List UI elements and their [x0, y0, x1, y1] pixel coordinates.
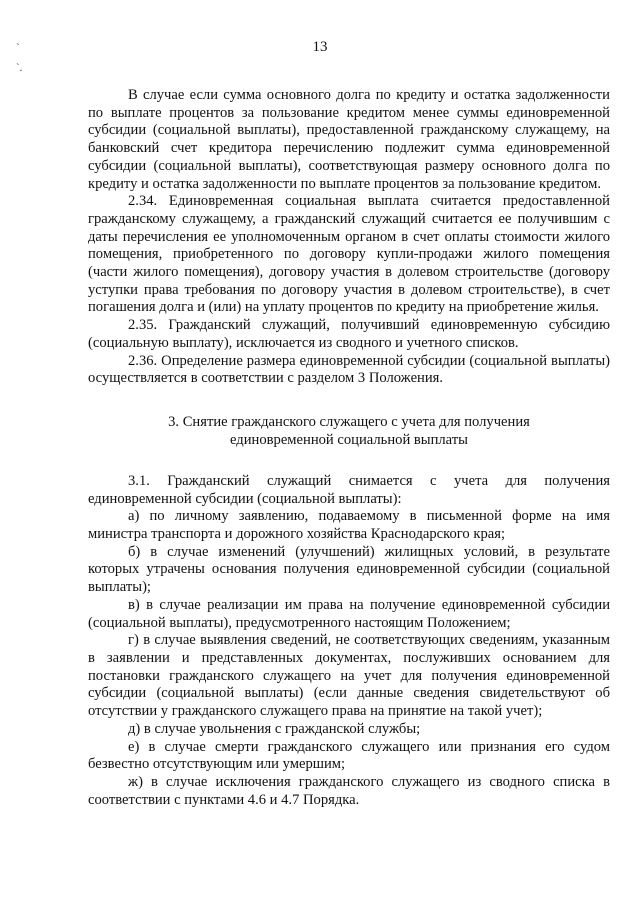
list-item-e: е) в случае смерти гражданского служащего или признания его судом безвестно отсутствующим или умершим; — [88, 738, 610, 773]
paragraph: В случае если сумма основного долга по кредиту и остатка задолженности по выплате процентов за пользование кредитом менее суммы единовременной субсидии (социальной выплаты), предоставленной гражданскому служащему, на банковский счет кредитора перечислению подлежит сумма единовременной субсидии (социальной выплаты), соответствующая размеру основного долга по кредиту и остатка задолженности по выплате процентов за пользование кредитом. — [88, 87, 610, 192]
section-title-line: единовременной социальной выплаты — [230, 431, 468, 448]
paragraph-2-36: 2.36. Определение размера единовременной субсидии (социальной выплаты) осуществляется в соответствии с разделом 3 Положения. — [88, 352, 610, 387]
section-title-line: 3. Снятие гражданского служащего с учета для получения — [168, 413, 530, 430]
list-item-d: д) в случае увольнения с гражданской службы; — [128, 720, 421, 737]
list-item-b: б) в случае изменений (улучшений) жилищных условий, в результате которых утрачены основания получения единовременной субсидии (социальной выплаты); — [88, 543, 610, 596]
list-item-a: а) по личному заявлению, подаваемому в письменной форме на имя министра транспорта и дорожного хозяйства Краснодарского края; — [88, 508, 610, 543]
margin-mark: ` — [16, 42, 20, 54]
document-body — [88, 87, 610, 809]
paragraph-3-1: 3.1. Гражданский служащий снимается с учета для получения единовременной субсидии (социальной выплаты): — [88, 472, 610, 507]
margin-mark: `. — [16, 62, 23, 74]
paragraph-2-35: 2.35. Гражданский служащий, получивший единовременную субсидию (социальную выплату), исключается из сводного и учетного списков. — [88, 317, 610, 351]
section-title — [88, 413, 610, 449]
list-item-g: г) в случае выявления сведений, не соответствующих сведениям, указанным в заявлении и представленных документах, послуживших основанием для постановки гражданского служащего на учет для получения единовременной субсидии (социальной выплаты) (если данные сведения свидетельствуют об отсутствии у гражданского служащего права на принятие на такой учет); — [88, 632, 610, 720]
list-item-zh: ж) в случае исключения гражданского служащего из сводного списка в соответствии с пунктами 4.6 и 4.7 Порядка. — [88, 773, 610, 808]
page-number: 13 — [312, 39, 328, 55]
list-item-v: в) в случае реализации им права на получение единовременной субсидии (социальной выплаты), предусмотренного настоящим Положением; — [88, 596, 610, 631]
paragraph-2-34: 2.34. Единовременная социальная выплата считается предоставленной гражданскому служащему, а гражданский служащий считается ее получившим с даты перечисления ее уполномоченным органом в счет оплаты стоимости жилого помещения, приобретенного по договору купли-продажи жилого помещения (части жилого помещения), договору участия в долевом строительстве (договору уступки права требования по договору участия в долевом строительстве), в счет погашения долга и (или) на уплату процентов по кредиту на приобретение жилья. — [88, 193, 610, 316]
